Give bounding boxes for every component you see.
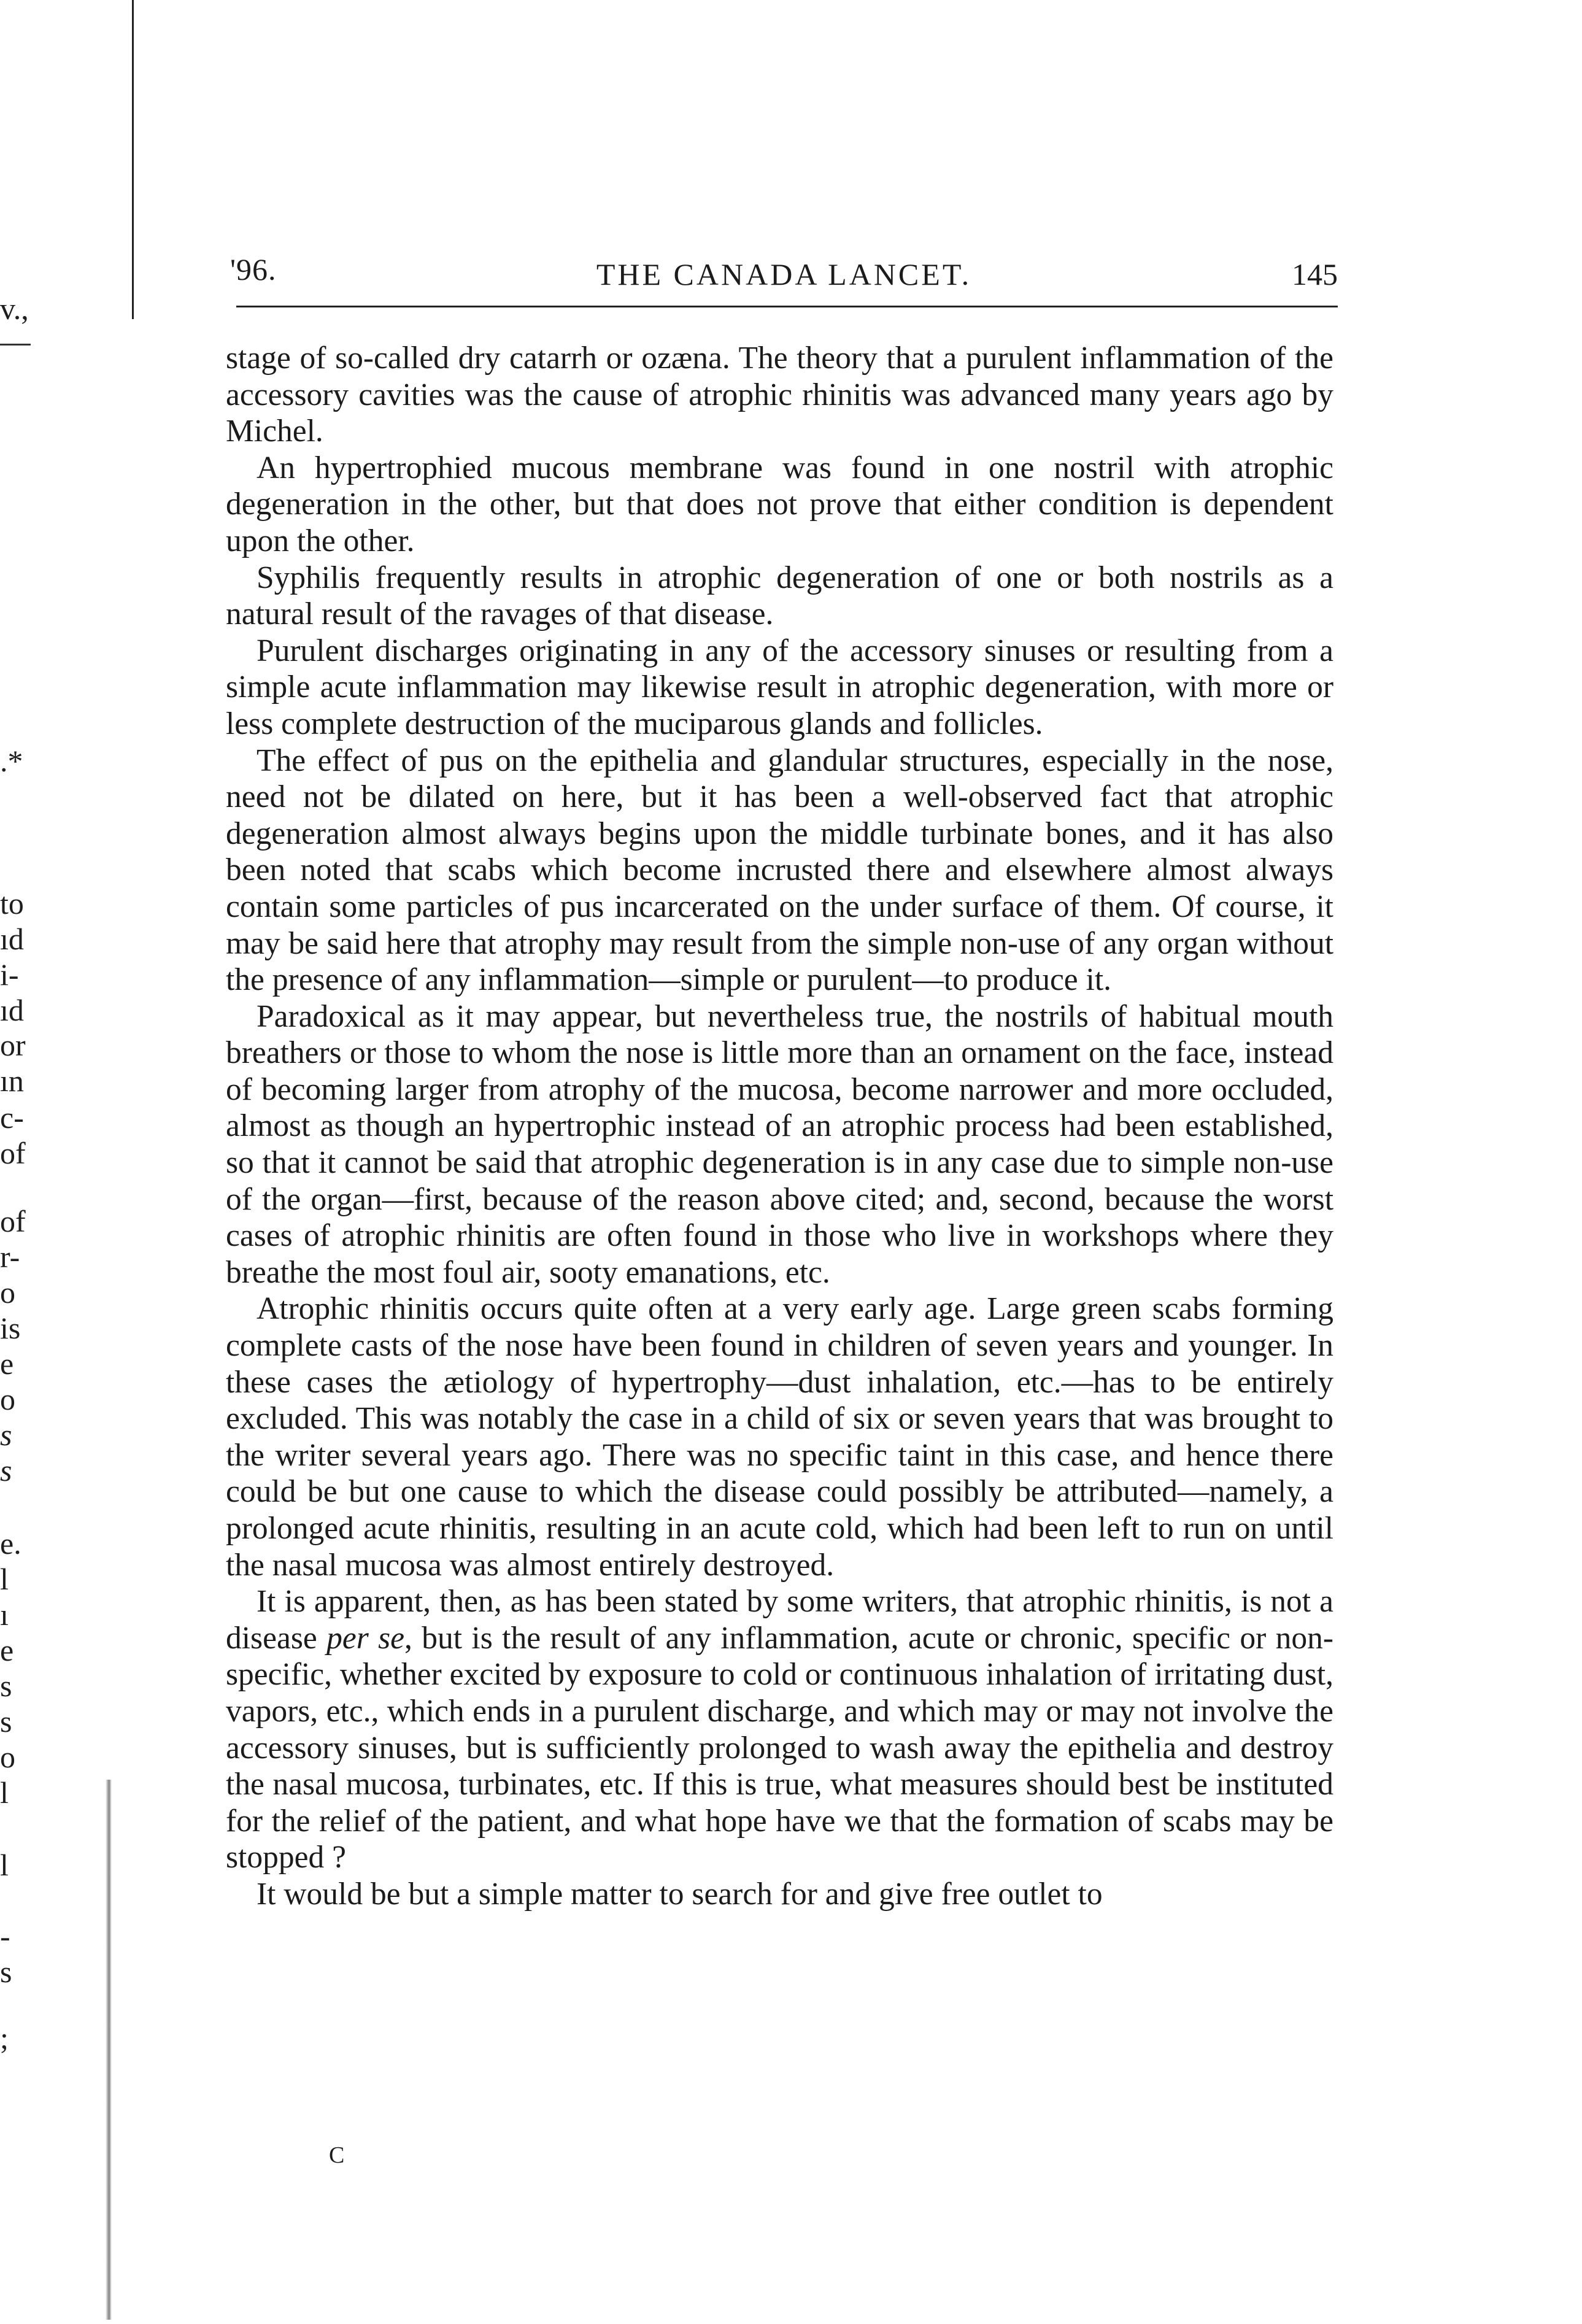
paragraph: It would be but a simple matter to search for and give free outlet to (257, 1876, 1103, 1912)
paragraph: Paradoxical as it may appear, but nevertheless true, the nostrils of habitual mouth breathers or those to whom the nose is little more than an ornament on the face, instead of becoming larger from atrophy of the mucosa, become narrower and more occluded, almost as though an hypertrophic instead of an atrophic process had been established, so that it cannot be said that atrophic degeneration is in any case due to simple non-use of the organ—first, because of the reason above cited; and, second, because the worst cases of atrophic rhinitis are often found in those who live in workshops where they breathe the most foul air, sooty emanations, etc. (226, 998, 1333, 1290)
margin-fragment: of (0, 1204, 26, 1238)
margin-fragment: s (0, 1669, 12, 1703)
margin-fragment: l (0, 1775, 9, 1810)
signature-mark: C (329, 2142, 345, 2168)
page-number: 145 (1292, 257, 1338, 291)
header-year: '96. (230, 252, 277, 287)
margin-fragment: l (0, 1562, 9, 1596)
journal-title: THE CANADA LANCET. (596, 257, 972, 291)
margin-fragment: - (0, 1919, 10, 1953)
margin-fragment: e (0, 1346, 14, 1381)
paragraph: stage of so-called dry catarrh or ozæna. The theory that a purulent inflammation of the accessory cavities was the cause of atrophic rhinitis was advanced many years ago by Michel. (226, 341, 1333, 449)
margin-fragment: ıd (0, 922, 24, 956)
margin-fragment: is (0, 1311, 21, 1345)
margin-fragment: e (0, 1633, 14, 1667)
margin-fragment: o (0, 1740, 15, 1774)
paragraph: It is apparent, then, as has been stated by some writers, that atrophic rhinitis, is not a disease per se, but is the result of any inflammation, acute or chronic, specific or non-specific, whether excited by exposure to cold or continuous inhalation of irritating dust, vapors, etc., which ends in a purulent discharge, and which may or may not involve the accessory sinuses, but is sufficiently prolonged to wash away the epithelia and destroy the nasal mucosa, turbinates, etc. If this is true, what measures should best be instituted for the relief of the patient, and what hope have we that the formation of scabs may be stopped ? (226, 1584, 1333, 1875)
margin-fragment: o (0, 1382, 15, 1416)
margin-fragment: o (0, 1275, 15, 1310)
paragraph: Purulent discharges originating in any of the accessory sinuses or resulting from a simple acute inflammation may likewise result in atrophic degeneration, with more or less complete destruction of the muciparous glands and follicles. (226, 633, 1333, 741)
margin-fragment: c- (0, 1100, 24, 1135)
paragraph: An hypertrophied mucous membrane was found in one nostril with atrophic degeneration in the other, but that does not prove that either condition is dependent upon the other. (226, 450, 1333, 558)
margin-fragment: of (0, 1136, 26, 1170)
margin-fragment: v., (0, 291, 29, 326)
margin-fragment: r- (0, 1240, 20, 1274)
paragraph: The effect of pus on the epithelia and glandular structures, especially in the nose, need not be dilated on here, but it has been a well-observed fact that atrophic degeneration almost always begins upon the middle turbinate bones, and it has also been noted that scabs which become incrusted there and elsewhere almost always contain some particles of pus incarcerated on the under surface of them. Of course, it may be said here that atrophy may result from the simple non-use of any organ without the presence of any inflammation—simple or purulent—to produce it. (226, 743, 1333, 998)
margin-fragment: to (0, 886, 24, 921)
margin-fragment: .* (0, 744, 23, 778)
margin-fragment: s (0, 1704, 12, 1739)
paragraph: Atrophic rhinitis occurs quite often at a very early age. Large green scabs forming complete casts of the nose have been found in children of seven years and younger. In these cases the ætiology of hypertrophy—dust inhalation, etc.—has to be entirely excluded. This was notably the case in a child of six or seven years that was brought to the writer several years ago. There was no specific taint in this case, and hence there could be but one cause to which the disease could possibly be attributed—namely, a prolonged acute rhinitis, resulting in an acute cold, which had been left to run on until the nasal mucosa was almost entirely destroyed. (226, 1291, 1333, 1583)
article-body (226, 340, 1333, 1913)
margin-fragment: ; (0, 2021, 9, 2055)
margin-fragment: or (0, 1028, 26, 1062)
margin-fragment: i- (0, 957, 19, 992)
margin-fragment: s (0, 1453, 12, 1488)
margin-fragment: l (0, 1848, 9, 1882)
margin-fragment: ıd (0, 993, 24, 1027)
margin-fragment: ı (0, 1597, 9, 1632)
page-edge-line (132, 0, 139, 319)
margin-fragment: s (0, 1955, 12, 1989)
paragraph: Syphilis frequently results in atrophic degeneration of one or both nostrils as a natural result of the ravages of that disease. (226, 560, 1333, 632)
left-margin-fragments (0, 0, 37, 2324)
margin-fragment: e. (0, 1526, 21, 1561)
latin-phrase: per se (326, 1620, 405, 1656)
margin-fragment: ın (0, 1064, 24, 1098)
margin-fragment: s (0, 1418, 12, 1452)
binding-edge (106, 1780, 112, 2320)
running-header (230, 252, 1338, 301)
header-rule (236, 306, 1338, 307)
